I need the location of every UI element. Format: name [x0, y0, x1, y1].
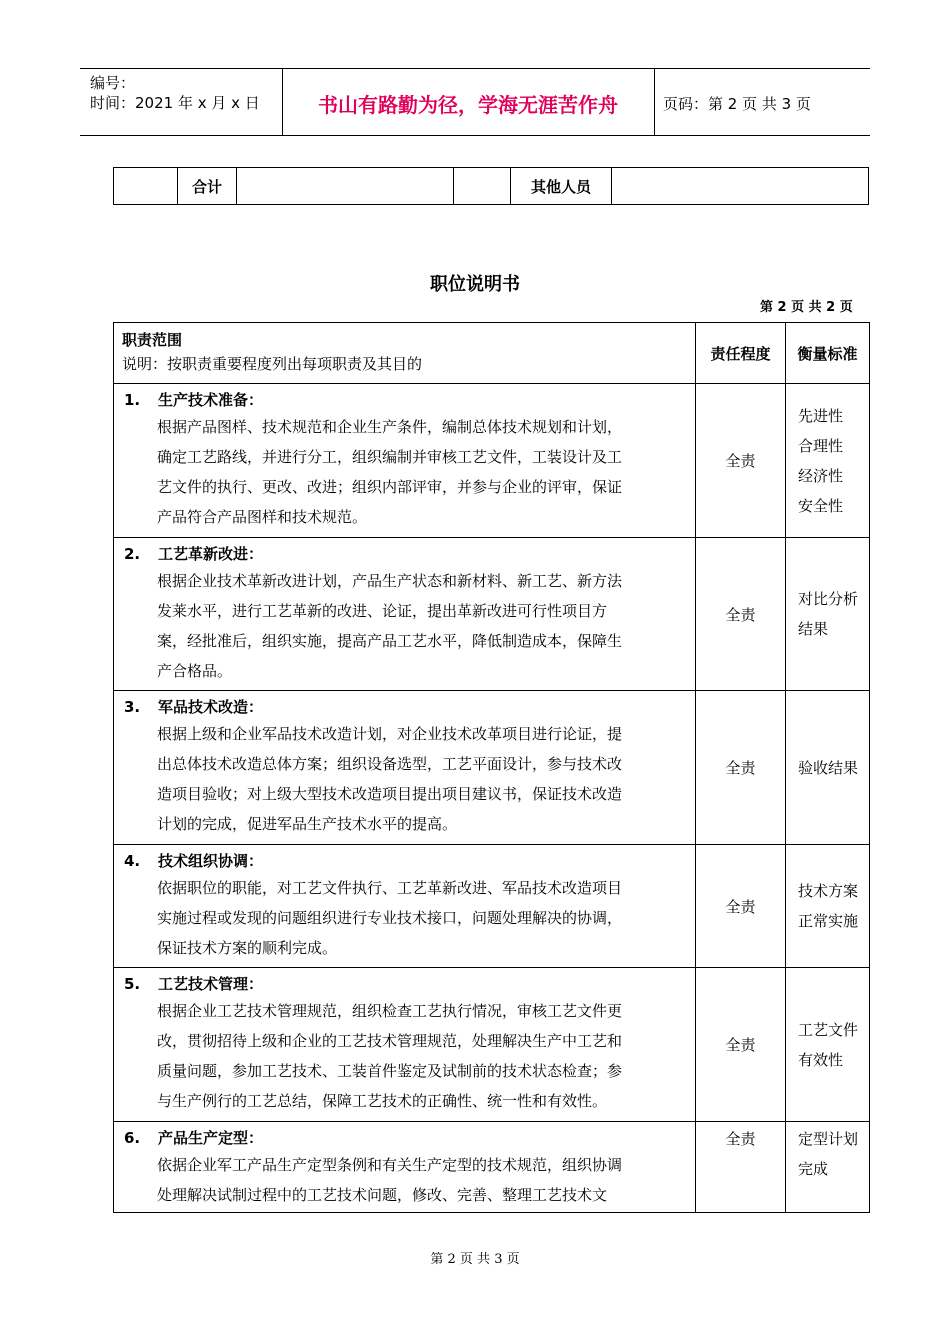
duty-content — [114, 1122, 696, 1213]
duty-line: 根据企业工艺技术管理规范，组织检查工艺执行情况，审核工艺文件更 — [157, 1002, 623, 1020]
measure-header: 衡量标准 — [786, 323, 870, 384]
measure-line: 结果 — [798, 620, 829, 638]
duty-line: 发莱水平，进行工艺革新的改进、论证，提出革新改进可行性项目方 — [157, 602, 608, 620]
duty-line: 产合格品。 — [157, 662, 233, 680]
measure-line: 安全性 — [798, 496, 844, 515]
duty-line: 质量问题，参加工艺技术、工装首件鉴定及试制前的技术状态检查；参 — [157, 1062, 623, 1080]
duty-responsibility: 全责 — [696, 845, 786, 968]
duty-title-text: 军品技术改造： — [158, 698, 264, 716]
doc-page-info: 第 2 页 共 2 页 — [760, 300, 853, 315]
duty-line: 确定工艺路线，并进行分工，组织编制并审核工艺文件，工装设计及工 — [157, 448, 623, 466]
duty-title — [122, 542, 687, 566]
measure-line: 验收结果 — [798, 758, 859, 777]
summary-cell — [114, 168, 178, 205]
duty-measure — [786, 968, 870, 1122]
others-label: 其他人员 — [511, 168, 612, 205]
duty-title-text: 工艺技术管理： — [158, 975, 264, 993]
duty-content — [114, 384, 696, 538]
duty-title-text: 工艺革新改进： — [158, 545, 264, 563]
duty-number: 4. — [124, 852, 141, 870]
duty-row — [114, 1122, 870, 1213]
duty-line: 根据企业技术革新改进计划，产品生产状态和新材料、新工艺、新方法 — [157, 572, 623, 590]
duty-measure — [786, 384, 870, 538]
measure-line: 对比分析 — [798, 590, 859, 608]
duty-number: 5. — [124, 975, 141, 993]
page-header — [80, 68, 870, 136]
measure-line: 技术方案 — [798, 882, 859, 900]
duty-line: 根据上级和企业军品技术改造计划，对企业技术改革项目进行论证，提 — [157, 725, 623, 743]
measure-line: 完成 — [798, 1160, 829, 1178]
duty-line: 改，贯彻招待上级和企业的工艺技术管理规范，处理解决生产中工艺和 — [157, 1032, 623, 1050]
duty-title — [122, 388, 687, 412]
duty-responsibility: 全责 — [696, 691, 786, 845]
duties-header-row — [114, 323, 870, 384]
duty-description — [122, 1150, 687, 1210]
summary-row — [114, 168, 869, 205]
scope-title: 职责范围 — [122, 331, 183, 349]
duty-row — [114, 691, 870, 845]
duty-description — [122, 412, 687, 532]
duty-row — [114, 384, 870, 538]
measure-line: 正常实施 — [798, 912, 859, 930]
duty-line: 案，经批准后，组织实施，提高产品工艺水平，降低制造成本，保障生 — [157, 632, 623, 650]
duty-measure — [786, 1122, 870, 1213]
duty-line: 根据产品图样、技术规范和企业生产条件，编制总体技术规划和计划， — [157, 418, 623, 436]
doc-title: 职位说明书 — [430, 274, 520, 295]
duty-content — [114, 968, 696, 1122]
duty-title-text: 产品生产定型： — [158, 1129, 264, 1147]
duty-content — [114, 538, 696, 691]
summary-table — [113, 167, 869, 205]
measure-line: 定型计划 — [798, 1130, 859, 1148]
summary-cell — [612, 168, 869, 205]
duty-content — [114, 845, 696, 968]
duty-responsibility: 全责 — [696, 968, 786, 1122]
measure-line: 有效性 — [798, 1050, 844, 1069]
duty-responsibility: 全责 — [696, 384, 786, 538]
duty-number: 3. — [124, 698, 141, 716]
duty-title — [122, 849, 687, 873]
duty-line: 保证技术方案的顺利完成。 — [157, 939, 338, 957]
measure-line: 工艺文件 — [798, 1020, 859, 1039]
summary-cell — [454, 168, 511, 205]
duty-title — [122, 972, 687, 996]
duty-line: 与生产例行的工艺总结，保障工艺技术的正确性、统一性和有效性。 — [157, 1092, 608, 1110]
duty-line: 依据职位的职能，对工艺文件执行、工艺革新改进、军品技术改造项目 — [157, 879, 623, 897]
duty-description — [122, 719, 687, 839]
header-meta — [90, 73, 260, 113]
duty-title-text: 生产技术准备： — [158, 391, 264, 409]
duty-title-text: 技术组织协调： — [158, 852, 264, 870]
duty-line: 实施过程或发现的问题组织进行专业技术接口，问题处理解决的协调， — [157, 909, 623, 927]
duty-line: 计划的完成，促进军品生产技术水平的提高。 — [157, 815, 458, 833]
duty-measure — [786, 538, 870, 691]
duty-description — [122, 996, 687, 1116]
duty-title — [122, 1126, 687, 1150]
duty-line: 艺文件的执行、更改、改进；组织内部评审，并参与企业的评审，保证 — [157, 478, 623, 496]
time-label: 时间：2021 年 x 月 x 日 — [90, 94, 260, 112]
duty-line: 造项目验收；对上级大型技术改造项目提出项目建议书，保证技术改造 — [157, 785, 623, 803]
duty-row — [114, 968, 870, 1122]
duty-title — [122, 695, 687, 719]
measure-line: 先进性 — [798, 406, 844, 425]
duty-description — [122, 566, 687, 686]
scope-note: 说明：按职责重要程度列出每项职责及其目的 — [122, 355, 423, 373]
page-footer: 第 2 页 共 3 页 — [430, 1252, 520, 1267]
measure-line: 经济性 — [798, 466, 844, 485]
duty-description — [122, 873, 687, 963]
duty-responsibility: 全责 — [696, 1122, 786, 1213]
measure-line: 合理性 — [798, 436, 844, 455]
duty-content — [114, 691, 696, 845]
duty-line: 处理解决试制过程中的工艺技术问题，修改、完善、整理工艺技术文 — [157, 1186, 608, 1204]
duty-number: 6. — [124, 1129, 141, 1147]
duty-row — [114, 538, 870, 691]
duties-table — [113, 322, 870, 1213]
header-page-code: 页码：第 2 页 共 3 页 — [663, 95, 811, 113]
responsibility-header: 责任程度 — [696, 323, 786, 384]
header-divider — [654, 69, 655, 136]
duty-line: 依据企业军工产品生产定型条例和有关生产定型的技术规范，组织协调 — [157, 1156, 623, 1174]
number-label: 编号： — [90, 74, 136, 92]
scope-header — [114, 323, 696, 384]
duty-line: 产品符合产品图样和技术规范。 — [157, 508, 368, 526]
header-motto: 书山有路勤为径，学海无涯苦作舟 — [318, 93, 618, 117]
duty-number: 2. — [124, 545, 141, 563]
total-label: 合计 — [178, 168, 237, 205]
duty-measure — [786, 691, 870, 845]
duty-line: 出总体技术改造总体方案；组织设备选型，工艺平面设计，参与技术改 — [157, 755, 623, 773]
summary-cell — [237, 168, 454, 205]
duty-row — [114, 845, 870, 968]
duty-responsibility: 全责 — [696, 538, 786, 691]
duty-measure — [786, 845, 870, 968]
duty-number: 1. — [124, 391, 141, 409]
